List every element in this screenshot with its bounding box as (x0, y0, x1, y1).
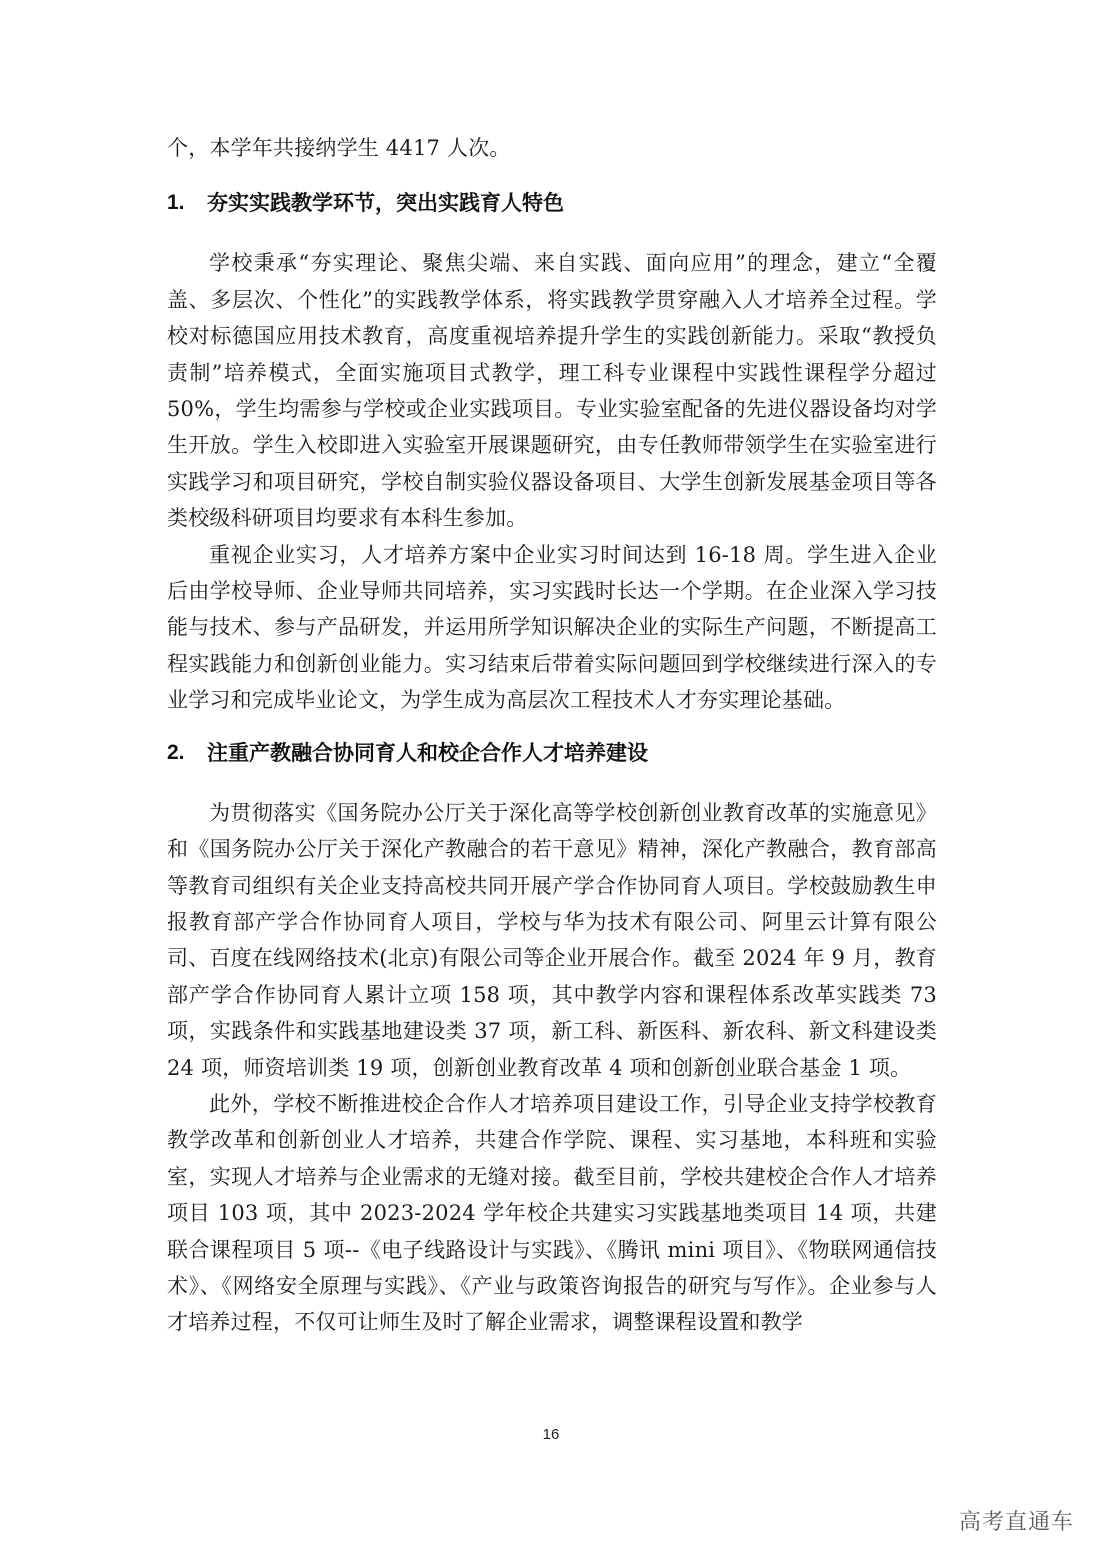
section-1-heading (167, 185, 937, 221)
section-2-paragraph-2: 此外，学校不断推进校企合作人才培养项目建设工作，引导企业支持学校教育教学改革和创新创业人才培养，共建合作学院、课程、实习基地，本科班和实验室，实现人才培养与企业需求的无缝对接。截至目前，学校共建校企合作人才培养项目 103 项，其中 2023-2024 学年校企共建实习实践基地类项目 14 项，共建联合课程项目 5 项--《电子线路设计与实践》、《腾讯 mini 项目》、《物联网通信技术》、《网络安全原理与实践》、《产业与政策咨询报告的研究与写作》。企业参与人才培养过程，不仅可让师生及时了解企业需求，调整课程设置和教学 (167, 1091, 937, 1335)
section-2-number: 2. (167, 740, 185, 764)
section-1-number: 1. (167, 191, 185, 215)
document-body (167, 130, 937, 1341)
section-2-paragraph-1: 为贯彻落实《国务院办公厅关于深化高等学校创新创业教育改革的实施意见》和《国务院办公厅关于深化产教融合的若干意见》精神，深化产教融合，教育部高等教育司组织有关企业支持高校共同开展产学合作协同育人项目。学校鼓励教生申报教育部产学合作协同育人项目，学校与华为技术有限公司、阿里云计算有限公司、百度在线网络技术(北京)有限公司等企业开展合作。截至 2024 年 9 月，教育部产学合作协同育人累计立项 158 项，其中教学内容和课程体系改革实践类 73 项，实践条件和实践基地建设类 37 项，新工科、新医科、新农科、新文科建设类 24 项，师资培训类 19 项，创新创业教育改革 4 项和创新创业联合基金 1 项。 (167, 800, 937, 1080)
section-1-paragraph-2: 重视企业实习，人才培养方案中企业实习时间达到 16-18 周。学生进入企业后由学校导师、企业导师共同培养，实习实践时长达一个学期。在企业深入学习技能与技术、参与产品研发，并运用所学知识解决企业的实际生产问题，不断提高工程实践能力和创新创业能力。实习结束后带着实际问题回到学校继续进行深入的专业学习和完成毕业论文，为学生成为高层次工程技术人才夯实理论基础。 (167, 542, 937, 713)
page-number: 16 (542, 1426, 560, 1443)
section-1-paragraph-1: 学校秉承“夯实理论、聚焦尖端、来自实践、面向应用”的理念，建立“全覆盖、多层次、个性化”的实践教学体系，将实践教学贯穿融入人才培养全过程。学校对标德国应用技术教育，高度重视培养提升学生的实践创新能力。采取“教授负责制”培养模式，全面实施项目式教学，理工科专业课程中实践性课程学分超过 50%，学生均需参与学校或企业实践项目。专业实验室配备的先进仪器设备均对学生开放。学生入校即进入实验室开展课题研究，由专任教师带领学生在实验室进行实践学习和项目研究，学校自制实验仪器设备项目、大学生创新发展基金项目等各类校级科研项目均要求有本科生参加。 (167, 251, 937, 531)
intro-line: 个，本学年共接纳学生 4417 人次。 (167, 136, 511, 160)
watermark: 高考直通车 (958, 1510, 1074, 1535)
section-2-heading (167, 735, 937, 771)
section-2-title: 注重产教融合协同育人和校企合作人才培养建设 (207, 740, 648, 765)
section-1-title: 夯实实践教学环节，突出实践育人特色 (207, 191, 564, 216)
